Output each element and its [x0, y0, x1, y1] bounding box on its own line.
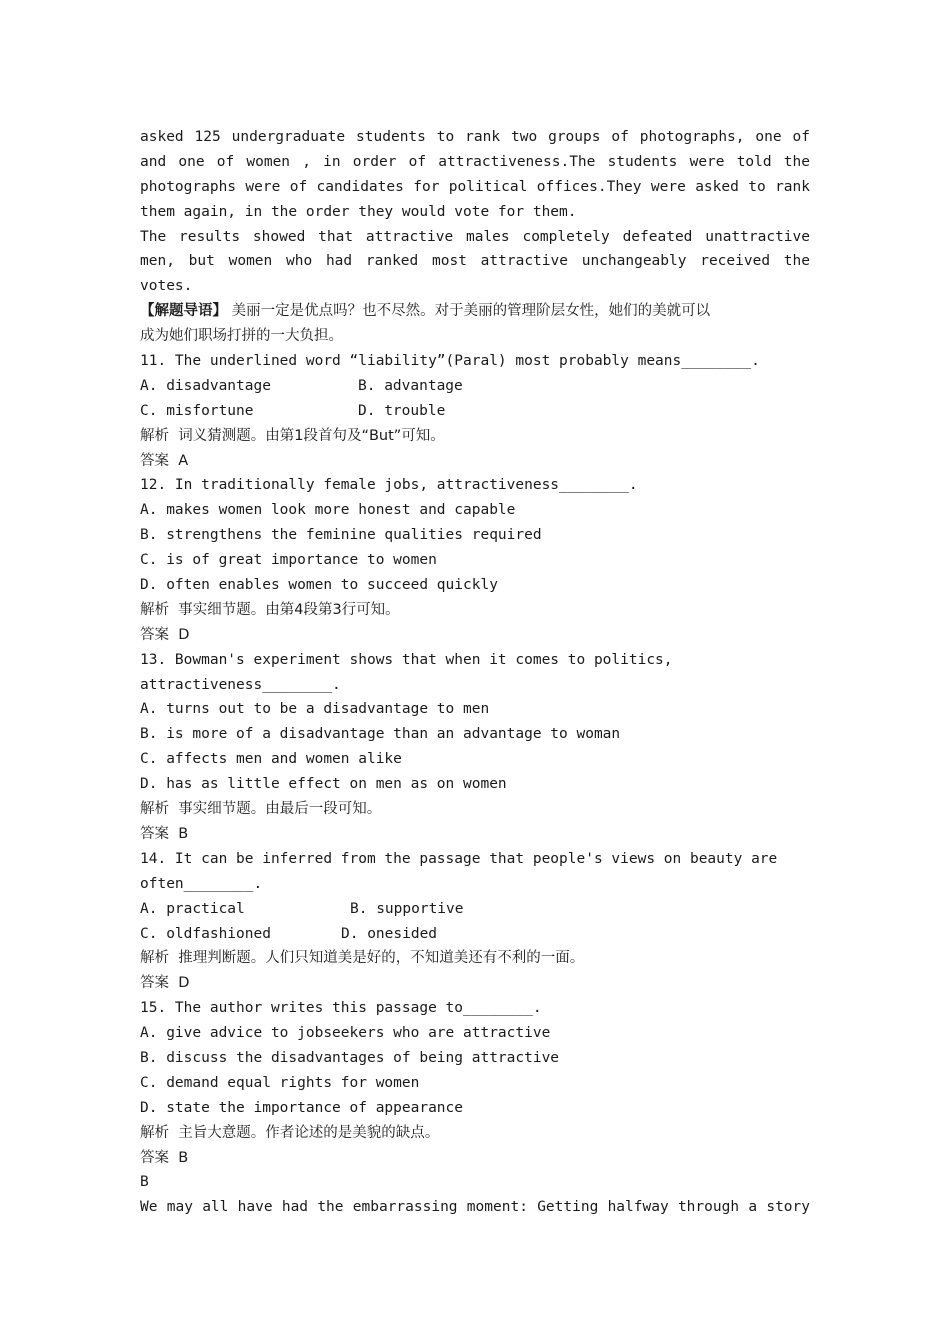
analysis: 解析 推理判断题。人们只知道美是好的，不知道美还有不利的一面。 [140, 950, 585, 967]
guide-line [140, 299, 810, 324]
option: B. advantage [358, 377, 463, 394]
next-passage-line: We may all have had the embarrassing moment: Getting halfway through a story [140, 1199, 810, 1216]
results-line: men, but women who had ranked most attractive unchangeably received the [140, 253, 810, 270]
passage-line: asked 125 undergraduate students to rank two groups of photographs, one of [140, 129, 810, 145]
option: C. affects men and women alike [140, 751, 402, 768]
option: B. discuss the disadvantages of being attractive [140, 1049, 560, 1066]
results-line: votes. [140, 278, 193, 295]
question-stem: 15. The author writes this passage to________. [140, 1000, 542, 1017]
option: D. has as little effect on men as on women [140, 776, 507, 793]
option: C. demand equal rights for women [140, 1074, 420, 1091]
guide-label: 【解题导语】 [140, 303, 227, 320]
results-line: The results showed that attractive males completely defeated unattractive [140, 228, 810, 245]
option: B. is more of a disadvantage than an advantage to woman [140, 726, 621, 743]
option: A. turns out to be a disadvantage to men [140, 701, 490, 718]
option: B. supportive [350, 900, 464, 917]
option: A. disadvantage [140, 377, 271, 394]
question-stem: 13. Bowman's experiment shows that when it comes to politics, [140, 651, 673, 668]
option: A. practical [140, 900, 245, 917]
question-stem: attractiveness________. [140, 676, 341, 693]
passage-line: them again, in the order they would vote for them. [140, 203, 577, 220]
analysis: 解析 词义猜测题。由第1段首句及“But”可知。 [140, 427, 445, 444]
answer: 答案 B [140, 1149, 189, 1166]
option: B. strengthens the feminine qualities required [140, 527, 542, 544]
passage-line: photographs were of candidates for political offices.They were asked to rank [140, 178, 810, 195]
option: C. misfortune [140, 402, 254, 419]
question-stem: 12. In traditionally female jobs, attractiveness________. [140, 477, 638, 494]
option: D. state the importance of appearance [140, 1099, 464, 1116]
document-page [140, 125, 810, 1220]
option-row [140, 399, 810, 424]
option: C. oldfashioned [140, 925, 271, 942]
guide-line: 成为她们职场打拼的一大负担。 [140, 328, 343, 345]
option: D. onesided [341, 925, 438, 942]
option: A. makes women look more honest and capable [140, 502, 516, 519]
option: A. give advice to jobseekers who are attractive [140, 1025, 551, 1042]
question-stem: 14. It can be inferred from the passage that people's views on beauty are [140, 850, 778, 867]
answer: 答案 A [140, 452, 189, 469]
analysis: 解析 主旨大意题。作者论述的是美貌的缺点。 [140, 1124, 440, 1141]
answer: 答案 D [140, 626, 190, 643]
analysis: 解析 事实细节题。由第4段第3行可知。 [140, 601, 400, 618]
analysis: 解析 事实细节题。由最后一段可知。 [140, 801, 382, 818]
guide-text: 美丽一定是优点吗？也不尽然。对于美丽的管理阶层女性，她们的美就可以 [231, 303, 711, 320]
option: D. trouble [358, 402, 446, 419]
passage-line: and one of women , in order of attractiveness.The students were told the [140, 153, 810, 170]
question-stem: often________. [140, 875, 263, 892]
question-stem: 11. The underlined word “liability”(Paral) most probably means________. [140, 353, 760, 370]
option: D. often enables women to succeed quickly [140, 577, 498, 594]
answer: 答案 B [140, 825, 189, 842]
option-row [140, 374, 810, 399]
option-row [140, 897, 810, 922]
answer: 答案 D [140, 975, 190, 992]
option: C. is of great importance to women [140, 552, 437, 569]
section-label: B [140, 1174, 149, 1191]
option-row [140, 922, 810, 947]
